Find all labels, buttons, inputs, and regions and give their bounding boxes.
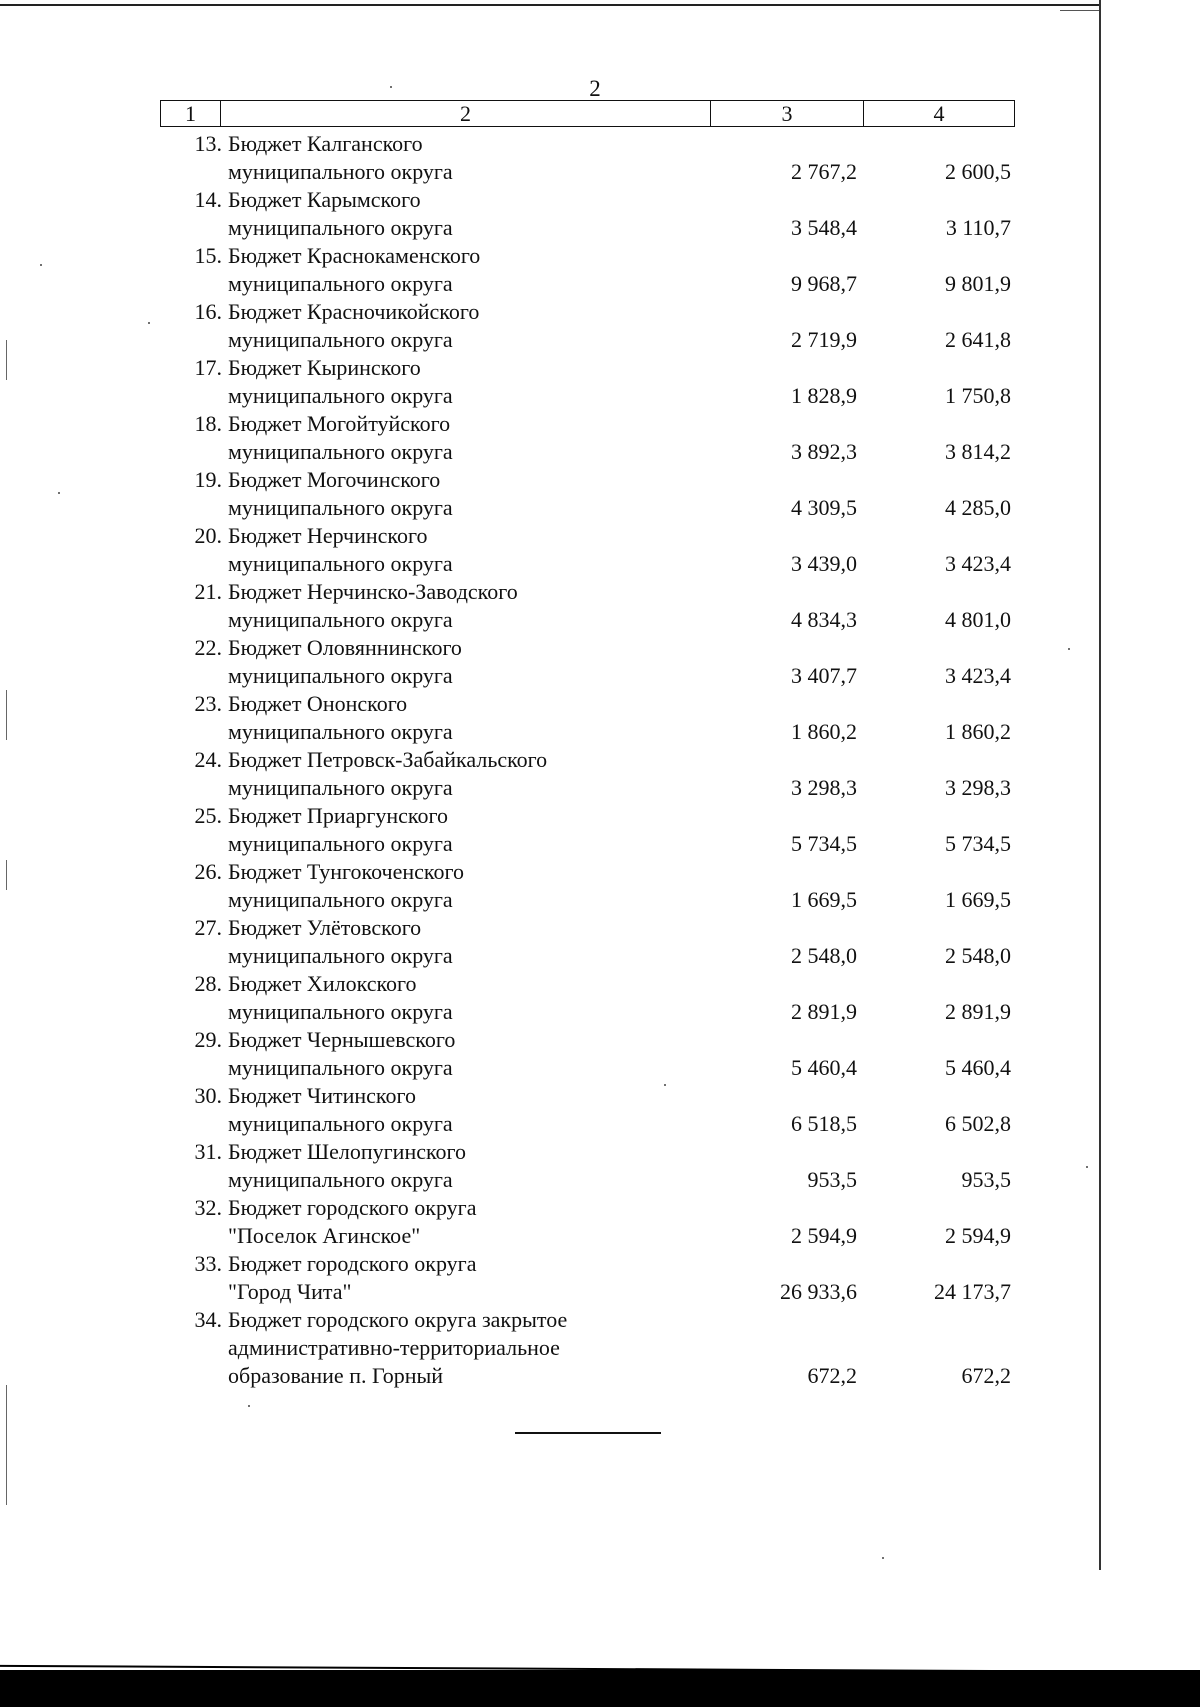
budget-name-line: Бюджет Нерчинского: [228, 523, 428, 548]
row-number: 13.: [194, 131, 222, 156]
budget-name-line: административно-территориальное: [228, 1335, 560, 1360]
value-col-3: 953,5: [807, 1167, 857, 1192]
budget-name-line: образование п. Горный: [228, 1363, 444, 1388]
header-cell-3: 3: [711, 101, 864, 126]
budget-name-line: муниципального округа: [228, 775, 453, 800]
row-number: 29.: [194, 1027, 222, 1052]
budget-name: [220, 186, 710, 242]
table-row: [160, 1082, 1015, 1138]
scan-dot: [148, 322, 150, 324]
value-col-4: 4 801,0: [945, 607, 1011, 632]
budget-name-line: муниципального округа: [228, 719, 453, 744]
budget-name-line: Бюджет Карымского: [228, 187, 421, 212]
budget-name-line: муниципального округа: [228, 607, 453, 632]
scan-edge-right: [1099, 0, 1101, 1570]
budget-name-line: Бюджет Приаргунского: [228, 803, 448, 828]
table-row: [160, 802, 1015, 858]
value-col-3: 3 298,3: [791, 775, 857, 800]
budget-name-line: муниципального округа: [228, 663, 453, 688]
value-col-3: 2 891,9: [791, 999, 857, 1024]
value-col-3: 672,2: [807, 1363, 857, 1388]
value-col-4: 4 285,0: [945, 495, 1011, 520]
row-number: 33.: [194, 1251, 222, 1276]
budget-name-line: Бюджет Кыринского: [228, 355, 421, 380]
budget-name: [220, 1026, 710, 1082]
value-col-4: 5 734,5: [945, 831, 1011, 856]
value-col-3: 1 669,5: [791, 887, 857, 912]
value-col-4: 1 860,2: [945, 719, 1011, 744]
row-number: 32.: [194, 1195, 222, 1220]
value-col-4: 6 502,8: [945, 1111, 1011, 1136]
end-rule: [515, 1432, 661, 1434]
scan-dot: [882, 1557, 884, 1559]
table-row: [160, 1306, 1015, 1390]
budget-name-line: муниципального округа: [228, 1055, 453, 1080]
value-col-4: 3 298,3: [945, 775, 1011, 800]
row-number: 24.: [194, 747, 222, 772]
row-number: 25.: [194, 803, 222, 828]
scan-mark-left: [6, 1385, 7, 1505]
budget-name-line: муниципального округа: [228, 383, 453, 408]
budget-name-line: муниципального округа: [228, 887, 453, 912]
value-col-3: 6 518,5: [791, 1111, 857, 1136]
budget-name-line: Бюджет городского округа закрытое: [228, 1307, 568, 1332]
table-row: [160, 410, 1015, 466]
value-col-4: 24 173,7: [934, 1279, 1011, 1304]
budget-name-line: Бюджет Петровск-Забайкальского: [228, 747, 548, 772]
table-row: [160, 130, 1015, 186]
budget-name: [220, 354, 710, 410]
budget-name: [220, 410, 710, 466]
page-number: 2: [589, 76, 601, 101]
budget-name-line: муниципального округа: [228, 159, 453, 184]
scan-mark-left: [6, 690, 7, 740]
table-row: [160, 466, 1015, 522]
table-row: [160, 242, 1015, 298]
value-col-4: 2 641,8: [945, 327, 1011, 352]
row-number: 20.: [194, 523, 222, 548]
table-row: [160, 746, 1015, 802]
budget-name-line: Бюджет Краснокаменского: [228, 243, 481, 268]
budget-name: [220, 298, 710, 354]
budget-name-line: Бюджет городского округа: [228, 1195, 477, 1220]
value-col-4: 3 814,2: [945, 439, 1011, 464]
budget-name-line: муниципального округа: [228, 327, 453, 352]
value-col-4: 672,2: [961, 1363, 1011, 1388]
value-col-3: 5 460,4: [791, 1055, 857, 1080]
value-col-4: 953,5: [961, 1167, 1011, 1192]
scan-mark-left: [6, 860, 7, 890]
table-body: [160, 130, 1015, 1390]
budget-name: [220, 1250, 710, 1306]
budget-name-line: муниципального округа: [228, 999, 453, 1024]
budget-name-line: "Поселок Агинское": [228, 1223, 421, 1248]
budget-name-line: муниципального округа: [228, 215, 453, 240]
table-row: [160, 298, 1015, 354]
value-col-3: 3 439,0: [791, 551, 857, 576]
row-number: 28.: [194, 971, 222, 996]
budget-name: [220, 466, 710, 522]
table-row: [160, 690, 1015, 746]
budget-name-line: Бюджет Хилокского: [228, 971, 417, 996]
budget-name-line: Бюджет Чернышевского: [228, 1027, 456, 1052]
budget-name-line: муниципального округа: [228, 495, 453, 520]
budget-name-line: Бюджет Могочинского: [228, 467, 441, 492]
row-number: 31.: [194, 1139, 222, 1164]
value-col-3: 1 860,2: [791, 719, 857, 744]
table-row: [160, 186, 1015, 242]
table-row: [160, 1138, 1015, 1194]
scan-mark-left: [6, 340, 7, 380]
budget-name: [220, 522, 710, 578]
table-row: [160, 970, 1015, 1026]
value-col-3: 2 594,9: [791, 1223, 857, 1248]
budget-name: [220, 970, 710, 1026]
scan-dot: [248, 1405, 250, 1407]
budget-name: [220, 690, 710, 746]
table-row: [160, 522, 1015, 578]
value-col-4: 5 460,4: [945, 1055, 1011, 1080]
budget-name-line: Бюджет Тунгокоченского: [228, 859, 464, 884]
scan-edge-top: [0, 4, 1100, 6]
value-col-4: 2 600,5: [945, 159, 1011, 184]
budget-name-line: Бюджет Оловяннинского: [228, 635, 462, 660]
budget-name: [220, 1138, 710, 1194]
budget-name: [220, 802, 710, 858]
header-cell-2: 2: [221, 101, 711, 126]
value-col-3: 3 548,4: [791, 215, 857, 240]
row-number: 30.: [194, 1083, 222, 1108]
scan-dot: [1086, 1166, 1088, 1168]
row-number: 17.: [194, 355, 222, 380]
budget-name-line: Бюджет городского округа: [228, 1251, 477, 1276]
scan-edge-top-mark: [1060, 10, 1100, 11]
value-col-4: 2 548,0: [945, 943, 1011, 968]
budget-name-line: Бюджет Калганского: [228, 131, 423, 156]
budget-name: [220, 130, 710, 186]
row-number: 14.: [194, 187, 222, 212]
row-number: 26.: [194, 859, 222, 884]
budget-name-line: Бюджет Читинского: [228, 1083, 416, 1108]
row-number: 27.: [194, 915, 222, 940]
value-col-3: 4 309,5: [791, 495, 857, 520]
value-col-3: 1 828,9: [791, 383, 857, 408]
table-row: [160, 914, 1015, 970]
header-cell-1: 1: [161, 101, 221, 126]
table-row: [160, 1250, 1015, 1306]
budget-name-line: муниципального округа: [228, 551, 453, 576]
row-number: 22.: [194, 635, 222, 660]
budget-name-line: муниципального округа: [228, 1167, 453, 1192]
scan-dot: [390, 86, 392, 88]
table-row: [160, 354, 1015, 410]
table-header: [160, 100, 1015, 127]
scan-dot: [58, 492, 60, 494]
budget-name: [220, 1194, 710, 1250]
value-col-3: 2 767,2: [791, 159, 857, 184]
value-col-4: 1 669,5: [945, 887, 1011, 912]
budget-name: [220, 1082, 710, 1138]
budget-name-line: муниципального округа: [228, 439, 453, 464]
budget-name-line: муниципального округа: [228, 831, 453, 856]
budget-name-line: Бюджет Шелопугинского: [228, 1139, 467, 1164]
row-number: 34.: [194, 1307, 222, 1332]
budget-name: [220, 914, 710, 970]
value-col-3: 26 933,6: [780, 1279, 857, 1304]
value-col-3: 5 734,5: [791, 831, 857, 856]
row-number: 23.: [194, 691, 222, 716]
value-col-4: 3 423,4: [945, 663, 1011, 688]
budget-name-line: Бюджет Ононского: [228, 691, 408, 716]
value-col-3: 2 548,0: [791, 943, 857, 968]
budget-name-line: Бюджет Улётовского: [228, 915, 422, 940]
budget-name-line: муниципального округа: [228, 943, 453, 968]
table-row: [160, 634, 1015, 690]
budget-name-line: "Город Чита": [228, 1279, 352, 1304]
budget-name-line: муниципального округа: [228, 271, 453, 296]
budget-name: [220, 1306, 710, 1390]
value-col-4: 3 423,4: [945, 551, 1011, 576]
scan-dot: [40, 264, 42, 266]
scan-edge-bottom: [0, 1670, 1200, 1707]
value-col-4: 2 594,9: [945, 1223, 1011, 1248]
row-number: 19.: [194, 467, 222, 492]
table-row: [160, 858, 1015, 914]
table-row: [160, 1026, 1015, 1082]
budget-name-line: муниципального округа: [228, 1111, 453, 1136]
value-col-4: 9 801,9: [945, 271, 1011, 296]
budget-name-line: Бюджет Красночикойского: [228, 299, 480, 324]
budget-name: [220, 242, 710, 298]
table-row: [160, 1194, 1015, 1250]
table-row: [160, 578, 1015, 634]
value-col-3: 3 892,3: [791, 439, 857, 464]
value-col-3: 9 968,7: [791, 271, 857, 296]
scan-dot: [1068, 648, 1070, 650]
budget-name: [220, 578, 710, 634]
value-col-4: 2 891,9: [945, 999, 1011, 1024]
row-number: 21.: [194, 579, 222, 604]
header-cell-4: 4: [933, 101, 945, 126]
budget-name-line: Бюджет Нерчинско-Заводского: [228, 579, 518, 604]
value-col-3: 3 407,7: [791, 663, 857, 688]
budget-name: [220, 746, 710, 802]
row-number: 15.: [194, 243, 222, 268]
budget-name-line: Бюджет Могойтуйского: [228, 411, 451, 436]
row-number: 16.: [194, 299, 222, 324]
budget-name: [220, 858, 710, 914]
value-col-4: 1 750,8: [945, 383, 1011, 408]
value-col-3: 2 719,9: [791, 327, 857, 352]
value-col-4: 3 110,7: [945, 215, 1011, 240]
value-col-3: 4 834,3: [791, 607, 857, 632]
budget-name: [220, 634, 710, 690]
row-number: 18.: [194, 411, 222, 436]
